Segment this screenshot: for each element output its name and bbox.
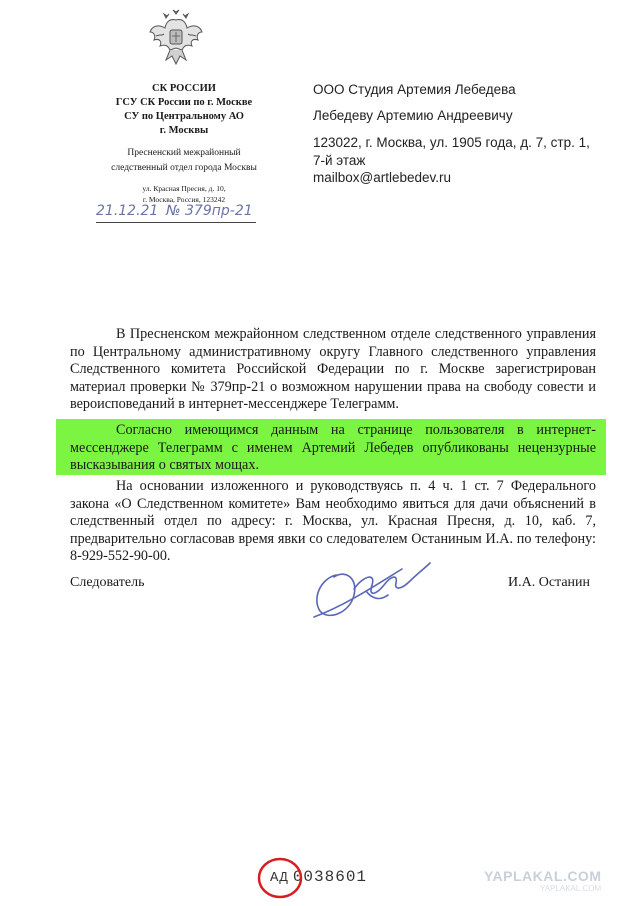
registration-line [96,203,256,225]
body-paragraph-3: На основании изложенного и руководствуясь п. 4 ч. 1 ст. 7 Федерального закона «О Следственном комитете» Вам необходимо явиться для дачи объяснений в следственный отдел по адресу: г. Москва, ул. Красная Пресня, д. 10, каб. 7, предварительно согласовав время явки со следователем Останиным И.А. по телефону: 8-929-552-90-00. [70,478,596,565]
registration-number-value: 379пр-21 [185,203,253,219]
sender-department [84,146,284,176]
watermark: YAPLAKAL.COM [484,868,602,884]
org-line: СК РОССИИ [152,83,216,94]
address-line: г. Москва, Россия, 123242 [142,195,226,204]
registration-number [166,203,253,219]
russian-coat-of-arms-icon [148,8,204,68]
dept-line: следственный отдел города Москвы [111,163,257,173]
registration-underline [96,222,256,223]
serial-series: АД [270,870,289,886]
org-line: г. Москвы [159,125,209,136]
handwritten-signature-icon [306,555,434,625]
serial-number: 0038601 [292,868,368,886]
recipient-email: mailbox@artlebedev.ru [313,170,452,185]
signer-title: Следователь [70,575,145,590]
address-line: ул. Красная Пресня, д. 10, [142,184,226,193]
recipient-company: ООО Студия Артемия Лебедева [313,82,516,97]
red-circle-annotation-icon [256,856,304,900]
watermark-subtext: YAPLAKAL.COM [540,884,602,893]
recipient-person: Лебедеву Артемию Андреевичу [313,108,513,123]
sender-address [84,183,284,205]
dept-line: Пресненский межрайонный [127,148,241,158]
registration-number-prefix: № [166,203,181,219]
signer-name: И.А. Останин [508,575,591,590]
org-line: ГСУ СК России по г. Москве [115,97,253,108]
recipient-address: 123022, г. Москва, ул. 1905 года, д. 7, стр. 1, 7-й этаж [313,135,590,168]
body-paragraph-1: В Пресненском межрайонном следственном отделе следственного управления по Центральному административному округу Главного следственного управления Следственного комитета Российской Федерации по г. Москве зарегистрирован материал проверки № 379пр-21 о возможном нарушении права на свободу совести и вероисповеданий в интернет-мессенджере Телеграмм. [70,326,596,413]
sender-org [84,82,284,138]
org-line: СУ по Центральному АО [124,111,244,122]
body-paragraph-2: Согласно имеющимся данным на странице пользователя в интернет-мессенджере Телеграмм с именем Артемий Лебедев опубликованы нецензурные высказывания о святых мощах. [70,422,596,474]
registration-date: 21.12.21 [96,203,159,219]
